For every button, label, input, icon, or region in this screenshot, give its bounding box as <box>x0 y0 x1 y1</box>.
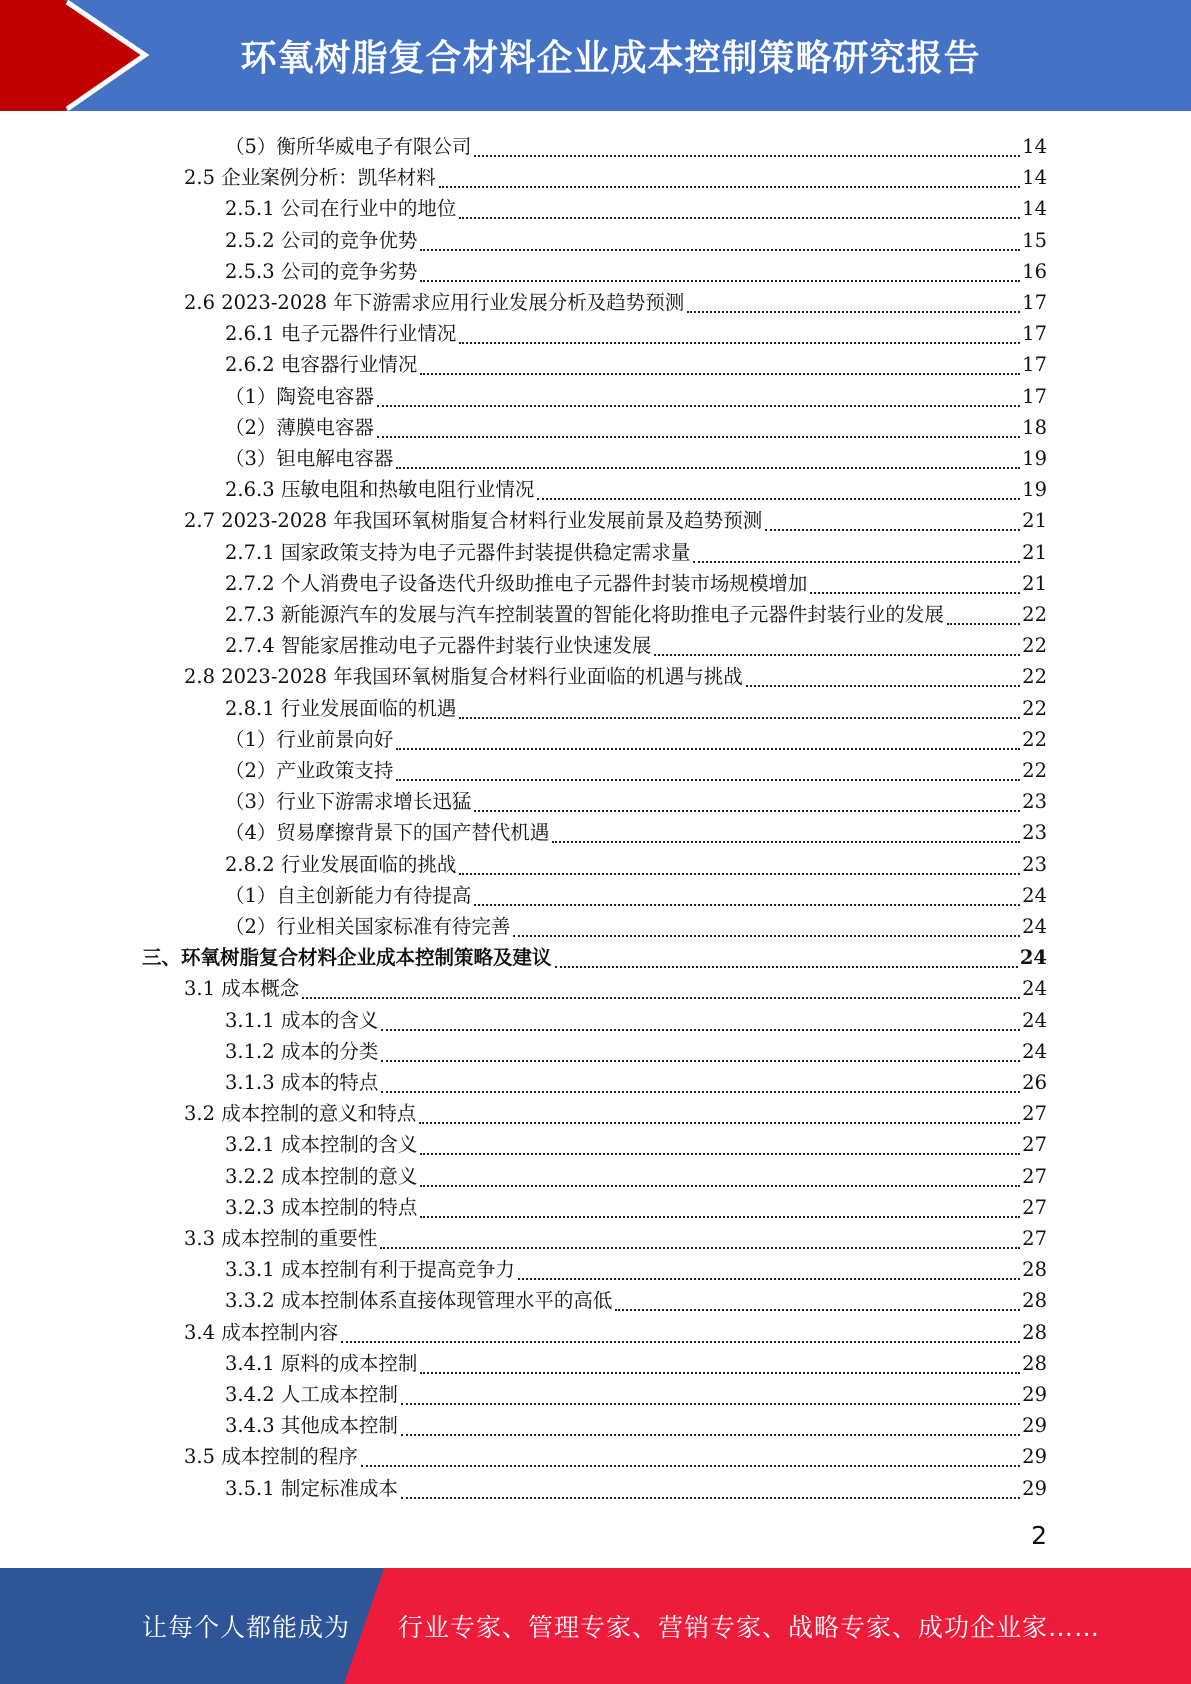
toc-entry-title: 3.5 成本控制的程序 <box>184 1445 358 1469</box>
toc-entry-page: 18 <box>1022 415 1047 439</box>
toc-entry-title: 3.1 成本概念 <box>184 977 300 1001</box>
toc-entry-title: 3.1.3 成本的特点 <box>225 1071 379 1094</box>
toc-entry-page: 28 <box>1022 1320 1047 1344</box>
toc-dot-leader <box>459 851 1020 875</box>
toc-entry-page: 24 <box>1022 1008 1047 1032</box>
toc-dot-leader <box>474 882 1020 906</box>
toc-entry[interactable] <box>184 284 1047 315</box>
toc-entry-page: 14 <box>1022 166 1047 190</box>
toc-entry[interactable] <box>225 378 1047 409</box>
toc-entry[interactable] <box>184 1095 1047 1126</box>
toc-entry-page: 23 <box>1022 821 1047 845</box>
toc-entry[interactable] <box>184 502 1047 533</box>
toc-entry-title: 2.5.1 公司在行业中的地位 <box>225 197 457 221</box>
footer-slogan-left: 让每个人都能成为 <box>142 1613 351 1642</box>
page-number: 2 <box>1031 1521 1047 1550</box>
toc-entry-page: 29 <box>1022 1414 1047 1438</box>
toc-entry-page: 19 <box>1022 478 1047 502</box>
toc-entry-title: 2.5 企业案例分析：凯华材料 <box>184 166 436 190</box>
toc-entry[interactable] <box>225 690 1047 721</box>
toc-dot-leader <box>401 1475 1020 1499</box>
toc-dot-leader <box>401 1412 1020 1436</box>
page-footer <box>0 1568 1191 1684</box>
toc-entry-page: 22 <box>1022 727 1047 751</box>
toc-dot-leader <box>420 1163 1020 1187</box>
toc-entry[interactable] <box>225 128 1047 159</box>
toc-entry[interactable] <box>184 970 1047 1001</box>
toc-entry[interactable] <box>225 1407 1047 1438</box>
toc-dot-leader <box>746 663 1020 687</box>
toc-entry[interactable] <box>225 1158 1047 1189</box>
toc-entry[interactable] <box>225 534 1047 565</box>
toc-entry[interactable] <box>225 253 1047 284</box>
toc-entry-title: （1）陶瓷电容器 <box>225 384 374 408</box>
toc-entry-page: 29 <box>1022 1445 1047 1469</box>
toc-entry-page: 27 <box>1022 1133 1047 1157</box>
toc-entry-title: （2）行业相关国家标准有待完善 <box>225 915 511 938</box>
toc-entry[interactable] <box>184 1220 1047 1251</box>
toc-entry-title: 2.8.1 行业发展面临的机遇 <box>225 696 457 720</box>
toc-dot-leader <box>439 164 1020 188</box>
toc-entry-title: 2.8.2 行业发展面临的挑战 <box>225 852 457 876</box>
toc-entry[interactable] <box>225 908 1047 939</box>
toc-entry-page: 24 <box>1022 977 1047 1001</box>
toc-entry[interactable] <box>184 658 1047 689</box>
toc-dot-leader <box>765 507 1020 531</box>
toc-dot-leader <box>396 726 1020 750</box>
toc-entry[interactable] <box>225 1376 1047 1407</box>
toc-entry-page: 29 <box>1022 1383 1047 1406</box>
toc-entry-title: 3.2.2 成本控制的意义 <box>225 1164 418 1188</box>
document-title: 环氧树脂复合材料企业成本控制策略研究报告 <box>240 38 981 79</box>
toc-entry-page: 23 <box>1022 790 1047 814</box>
toc-entry-title: （2）产业政策支持 <box>225 759 394 782</box>
toc-entry-title: （1）自主创新能力有待提高 <box>225 883 472 907</box>
toc-entry-page: 22 <box>1022 634 1047 658</box>
toc-entry-title: 3.1.2 成本的分类 <box>225 1039 379 1063</box>
toc-entry[interactable] <box>225 1470 1047 1501</box>
toc-dot-leader <box>513 913 1020 937</box>
toc-dot-leader <box>396 757 1020 781</box>
toc-entry-page: 27 <box>1022 1102 1047 1126</box>
toc-entry-title: 2.7.3 新能源汽车的发展与汽车控制装置的智能化将助推电子元器件封装行业的发展 <box>225 603 944 626</box>
toc-entry-title: 三、环氧树脂复合材料企业成本控制策略及建议 <box>142 946 552 970</box>
toc-entry-page: 24 <box>1022 1039 1047 1063</box>
toc-entry[interactable] <box>225 315 1047 346</box>
toc-dot-leader <box>396 445 1020 469</box>
toc-dot-leader <box>552 819 1020 843</box>
toc-entry-title: 2.7.1 国家政策支持为电子元器件封装提供稳定需求量 <box>225 540 691 564</box>
toc-entry-page: 24 <box>1019 946 1047 970</box>
toc-entry-title: 2.6.2 电容器行业情况 <box>225 353 418 377</box>
footer-slogan-right: 行业专家、管理专家、营销专家、战略专家、成功企业家…… <box>398 1613 1101 1642</box>
toc-entry[interactable] <box>184 1438 1047 1469</box>
toc-entry-title: 3.5.1 制定标准成本 <box>225 1476 398 1500</box>
toc-dot-leader <box>381 1038 1020 1062</box>
toc-entry-title: 3.2 成本控制的意义和特点 <box>184 1102 417 1126</box>
toc-entry-title: 3.1.1 成本的含义 <box>225 1008 379 1032</box>
toc-entry-title: 2.5.3 公司的竞争劣势 <box>225 259 418 283</box>
toc-dot-leader <box>459 695 1020 719</box>
toc-entry-page: 14 <box>1022 197 1047 221</box>
toc-entry-page: 15 <box>1022 228 1047 252</box>
toc-entry[interactable] <box>225 877 1047 908</box>
toc-entry-page: 21 <box>1022 509 1047 533</box>
toc-dot-leader <box>947 601 1020 625</box>
toc-entry[interactable] <box>225 222 1047 253</box>
toc-dot-leader <box>380 1225 1020 1249</box>
toc-dot-leader <box>810 570 1020 594</box>
toc-entry[interactable] <box>225 596 1047 627</box>
toc-entry-title: 2.7 2023-2028 年我国环氧树脂复合材料行业发展前景及趋势预测 <box>184 509 763 533</box>
toc-entry-title: （4）贸易摩擦背景下的国产替代机遇 <box>225 821 550 845</box>
toc-entry-page: 22 <box>1022 665 1047 689</box>
toc-entry[interactable] <box>225 1033 1047 1064</box>
toc-entry-title: 2.6.3 压敏电阻和热敏电阻行业情况 <box>225 478 535 502</box>
toc-entry-page: 21 <box>1022 540 1047 564</box>
toc-entry[interactable] <box>225 190 1047 221</box>
toc-entry-page: 21 <box>1022 571 1047 595</box>
toc-entry[interactable] <box>225 565 1047 596</box>
toc-entry-title: 2.7.2 个人消费电子设备迭代升级助推电子元器件封装市场规模增加 <box>225 571 808 595</box>
toc-entry[interactable] <box>225 752 1047 783</box>
toc-entry[interactable] <box>225 1002 1047 1033</box>
toc-entry-title: 3.2.1 成本控制的含义 <box>225 1133 418 1157</box>
toc-dot-leader <box>381 1007 1020 1031</box>
toc-entry[interactable] <box>225 846 1047 877</box>
toc-dot-leader <box>474 788 1020 812</box>
toc-entry-title: 3.4.2 人工成本控制 <box>225 1383 398 1406</box>
toc-entry-page: 17 <box>1022 322 1047 346</box>
toc-entry[interactable] <box>142 939 1047 970</box>
toc-dot-leader <box>420 227 1020 251</box>
toc-entry-title: 3.3 成本控制的重要性 <box>184 1227 378 1250</box>
toc-dot-leader <box>361 1443 1020 1467</box>
toc-entry-page: 28 <box>1022 1351 1047 1375</box>
toc-entry-page: 14 <box>1022 135 1047 158</box>
toc-entry-title: （3）钽电解电容器 <box>225 447 394 470</box>
toc-entry-page: 24 <box>1022 915 1047 938</box>
toc-entry[interactable] <box>184 1314 1047 1345</box>
toc-entry-title: 2.6.1 电子元器件行业情况 <box>225 322 457 346</box>
toc-dot-leader <box>420 1131 1020 1155</box>
toc-entry-page: 22 <box>1022 696 1047 720</box>
toc-entry-title: （2）薄膜电容器 <box>225 415 374 439</box>
toc-entry[interactable] <box>225 1345 1047 1376</box>
toc-entry-page: 22 <box>1022 759 1047 782</box>
toc-entry-page: 24 <box>1022 883 1047 907</box>
toc-entry-page: 16 <box>1022 259 1047 283</box>
toc-entry-title: 2.8 2023-2028 年我国环氧树脂复合材料行业面临的机遇与挑战 <box>184 665 743 689</box>
toc-entry[interactable] <box>225 1189 1047 1220</box>
toc-entry-page: 29 <box>1022 1476 1047 1500</box>
toc-dot-leader <box>420 1194 1020 1218</box>
toc-entry[interactable] <box>225 1064 1047 1095</box>
toc-entry-title: 3.4 成本控制内容 <box>184 1320 339 1344</box>
toc-dot-leader <box>419 1100 1020 1124</box>
toc-entry-page: 27 <box>1022 1227 1047 1250</box>
toc-dot-leader <box>693 539 1020 563</box>
toc-entry[interactable] <box>184 159 1047 190</box>
toc-entry-page: 26 <box>1022 1071 1047 1094</box>
toc-entry-page: 17 <box>1022 291 1047 314</box>
toc-entry[interactable] <box>225 814 1047 845</box>
toc-entry-page: 17 <box>1022 353 1047 377</box>
toc-dot-leader <box>377 383 1020 407</box>
toc-dot-leader <box>420 258 1020 282</box>
toc-entry-title: 3.2.3 成本控制的特点 <box>225 1195 418 1219</box>
toc-dot-leader <box>615 1287 1020 1311</box>
toc-entry-page: 23 <box>1022 852 1047 876</box>
toc-entry[interactable] <box>225 471 1047 502</box>
toc-entry-title: （5）衡所华威电子有限公司 <box>225 135 472 158</box>
toc-dot-leader <box>474 133 1020 157</box>
toc-dot-leader <box>654 632 1020 656</box>
toc-entry-page: 22 <box>1022 603 1047 626</box>
toc-entry[interactable] <box>225 1251 1047 1282</box>
toc-dot-leader <box>555 944 1018 968</box>
toc-entry[interactable] <box>225 1282 1047 1313</box>
toc-dot-leader <box>377 414 1020 438</box>
toc-entry-page: 28 <box>1022 1258 1047 1282</box>
toc-dot-leader <box>459 195 1020 219</box>
toc-entry-page: 19 <box>1022 447 1047 470</box>
toc-entry-title: 2.6 2023-2028 年下游需求应用行业发展分析及趋势预测 <box>184 291 685 314</box>
toc-entry[interactable] <box>225 440 1047 471</box>
toc-entry-title: 3.3.2 成本控制体系直接体现管理水平的高低 <box>225 1289 613 1313</box>
toc-dot-leader <box>302 975 1020 999</box>
toc-dot-leader <box>420 1350 1020 1374</box>
toc-dot-leader <box>537 476 1020 500</box>
toc-dot-leader <box>381 1069 1020 1093</box>
toc-entry-title: 3.4.3 其他成本控制 <box>225 1414 398 1438</box>
toc-entry-title: 3.4.1 原料的成本控制 <box>225 1351 418 1375</box>
toc-entry[interactable] <box>225 409 1047 440</box>
toc-entry[interactable] <box>225 783 1047 814</box>
toc-entry-title: （1）行业前景向好 <box>225 727 394 751</box>
toc-dot-leader <box>518 1256 1020 1280</box>
toc-entry-page: 27 <box>1022 1164 1047 1188</box>
toc-entry-title: （3）行业下游需求增长迅猛 <box>225 790 472 814</box>
toc-entry[interactable] <box>225 627 1047 658</box>
toc-dot-leader <box>401 1381 1020 1405</box>
page-header <box>0 0 1191 111</box>
toc-entry-page: 28 <box>1022 1289 1047 1313</box>
toc-dot-leader <box>687 289 1020 313</box>
toc-entry-page: 27 <box>1022 1195 1047 1219</box>
toc-entry-title: 2.7.4 智能家居推动电子元器件封装行业快速发展 <box>225 634 652 658</box>
toc-entry[interactable] <box>225 346 1047 377</box>
toc-entry[interactable] <box>225 721 1047 752</box>
toc-entry-title: 2.5.2 公司的竞争优势 <box>225 228 418 252</box>
toc-dot-leader <box>341 1319 1020 1343</box>
toc-entry-page: 17 <box>1022 384 1047 408</box>
toc-dot-leader <box>459 320 1020 344</box>
toc-entry[interactable] <box>225 1126 1047 1157</box>
toc-dot-leader <box>420 351 1020 375</box>
toc-entry-title: 3.3.1 成本控制有利于提高竞争力 <box>225 1258 515 1282</box>
